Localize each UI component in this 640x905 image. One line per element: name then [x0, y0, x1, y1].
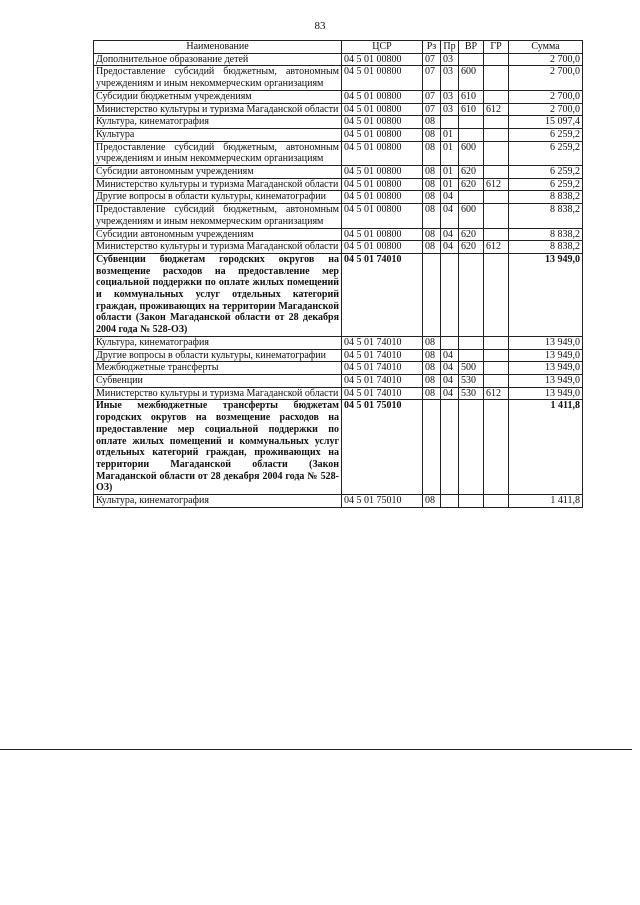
cell-rz: 08: [423, 116, 441, 129]
cell-rz: 08: [423, 191, 441, 204]
cell-csr: 04 5 01 74010: [342, 336, 423, 349]
cell-vr: [459, 349, 484, 362]
cell-sum: 15 097,4: [509, 116, 583, 129]
cell-name: Предоставление субсидий бюджетным, автономным учреждениям и иным некоммерческим организациям: [94, 141, 342, 165]
header-csr: ЦСР: [342, 41, 423, 54]
cell-pr: 04: [441, 204, 459, 228]
cell-gr: 612: [484, 103, 509, 116]
cell-pr: 01: [441, 166, 459, 179]
cell-pr: 04: [441, 191, 459, 204]
table-row: [94, 128, 583, 141]
header-rz: Рз: [423, 41, 441, 54]
cell-pr: [441, 116, 459, 129]
cell-csr: 04 5 01 74010: [342, 387, 423, 400]
cell-gr: [484, 191, 509, 204]
header-gr: ГР: [484, 41, 509, 54]
cell-gr: 612: [484, 178, 509, 191]
cell-name: Министерство культуры и туризма Магаданской области: [94, 103, 342, 116]
cell-pr: 01: [441, 141, 459, 165]
cell-rz: 08: [423, 228, 441, 241]
cell-sum: 13 949,0: [509, 374, 583, 387]
cell-sum: 8 838,2: [509, 228, 583, 241]
cell-sum: 2 700,0: [509, 103, 583, 116]
cell-csr: 04 5 01 00800: [342, 178, 423, 191]
cell-sum: 13 949,0: [509, 253, 583, 336]
cell-gr: [484, 495, 509, 508]
cell-gr: [484, 53, 509, 66]
cell-sum: 6 259,2: [509, 166, 583, 179]
cell-sum: 6 259,2: [509, 141, 583, 165]
table-body: [94, 53, 583, 507]
table-row: [94, 116, 583, 129]
table-row: [94, 178, 583, 191]
cell-name: Культура, кинематография: [94, 495, 342, 508]
cell-sum: 13 949,0: [509, 387, 583, 400]
cell-pr: 03: [441, 103, 459, 116]
cell-vr: 620: [459, 228, 484, 241]
cell-csr: 04 5 01 00800: [342, 228, 423, 241]
cell-gr: [484, 128, 509, 141]
table-row: [94, 253, 583, 336]
cell-csr: 04 5 01 00800: [342, 66, 423, 90]
cell-gr: [484, 336, 509, 349]
cell-gr: [484, 374, 509, 387]
cell-name: Культура: [94, 128, 342, 141]
cell-csr: 04 5 01 00800: [342, 103, 423, 116]
footer-divider: [0, 749, 632, 750]
cell-rz: 08: [423, 362, 441, 375]
cell-pr: 04: [441, 387, 459, 400]
cell-csr: 04 5 01 74010: [342, 362, 423, 375]
cell-rz: 07: [423, 90, 441, 103]
cell-pr: [441, 336, 459, 349]
cell-csr: 04 5 01 00800: [342, 53, 423, 66]
cell-gr: [484, 253, 509, 336]
cell-vr: 600: [459, 141, 484, 165]
cell-pr: 03: [441, 90, 459, 103]
cell-vr: 530: [459, 387, 484, 400]
cell-vr: [459, 53, 484, 66]
cell-gr: [484, 228, 509, 241]
table-row: [94, 103, 583, 116]
cell-rz: 08: [423, 241, 441, 254]
cell-sum: 8 838,2: [509, 204, 583, 228]
cell-gr: [484, 116, 509, 129]
cell-pr: [441, 400, 459, 495]
table-row: [94, 90, 583, 103]
cell-pr: 04: [441, 228, 459, 241]
cell-csr: 04 5 01 00800: [342, 166, 423, 179]
cell-vr: 610: [459, 90, 484, 103]
page-number: 83: [314, 20, 326, 32]
cell-name: Субсидии бюджетным учреждениям: [94, 90, 342, 103]
cell-rz: 08: [423, 374, 441, 387]
table-row: [94, 387, 583, 400]
cell-name: Субсидии автономным учреждениям: [94, 228, 342, 241]
cell-name: Предоставление субсидий бюджетным, автономным учреждениям и иным некоммерческим организациям: [94, 204, 342, 228]
cell-vr: 600: [459, 204, 484, 228]
cell-pr: 03: [441, 66, 459, 90]
cell-rz: 07: [423, 66, 441, 90]
cell-rz: [423, 253, 441, 336]
cell-rz: [423, 400, 441, 495]
cell-gr: [484, 141, 509, 165]
cell-name: Межбюджетные трансферты: [94, 362, 342, 375]
cell-vr: 620: [459, 178, 484, 191]
table-row: [94, 191, 583, 204]
cell-name: Другие вопросы в области культуры, кинематографии: [94, 191, 342, 204]
table-row: [94, 400, 583, 495]
header-name: Наименование: [94, 41, 342, 54]
cell-pr: 04: [441, 374, 459, 387]
cell-sum: 8 838,2: [509, 191, 583, 204]
cell-csr: 04 5 01 00800: [342, 90, 423, 103]
cell-csr: 04 5 01 75010: [342, 400, 423, 495]
cell-pr: 01: [441, 178, 459, 191]
cell-rz: 08: [423, 336, 441, 349]
cell-pr: 04: [441, 241, 459, 254]
header-sum: Сумма: [509, 41, 583, 54]
table-row: [94, 241, 583, 254]
table-row: [94, 141, 583, 165]
cell-sum: 6 259,2: [509, 128, 583, 141]
header-pr: Пр: [441, 41, 459, 54]
cell-gr: [484, 204, 509, 228]
cell-name: Предоставление субсидий бюджетным, автономным учреждениям и иным некоммерческим организациям: [94, 66, 342, 90]
cell-pr: 04: [441, 349, 459, 362]
cell-rz: 07: [423, 103, 441, 116]
table-row: [94, 166, 583, 179]
cell-sum: 8 838,2: [509, 241, 583, 254]
budget-table: [93, 40, 583, 508]
cell-rz: 07: [423, 53, 441, 66]
cell-csr: 04 5 01 00800: [342, 204, 423, 228]
cell-name: Субвенции: [94, 374, 342, 387]
cell-csr: 04 5 01 74010: [342, 349, 423, 362]
cell-pr: 04: [441, 362, 459, 375]
cell-gr: 612: [484, 241, 509, 254]
cell-vr: 620: [459, 241, 484, 254]
cell-csr: 04 5 01 00800: [342, 191, 423, 204]
cell-vr: 500: [459, 362, 484, 375]
cell-csr: 04 5 01 74010: [342, 374, 423, 387]
cell-rz: 08: [423, 349, 441, 362]
cell-name: Иные межбюджетные трансферты бюджетам городских округов на возмещение расходов на предоставление мер социальной поддержки по оплате жилых помещений и коммунальных услуг отдельных категорий граждан, проживающих на территории Магаданской области (Закон Магаданской области от 28 декабря 2004 года № 528-ОЗ): [94, 400, 342, 495]
cell-pr: [441, 495, 459, 508]
cell-rz: 08: [423, 495, 441, 508]
table-row: [94, 53, 583, 66]
cell-vr: 620: [459, 166, 484, 179]
cell-name: Культура, кинематография: [94, 336, 342, 349]
cell-gr: [484, 66, 509, 90]
cell-vr: [459, 191, 484, 204]
table-row: [94, 362, 583, 375]
cell-sum: 2 700,0: [509, 90, 583, 103]
cell-pr: 01: [441, 128, 459, 141]
cell-rz: 08: [423, 128, 441, 141]
cell-pr: [441, 253, 459, 336]
cell-csr: 04 5 01 00800: [342, 128, 423, 141]
cell-vr: 600: [459, 66, 484, 90]
cell-sum: 13 949,0: [509, 336, 583, 349]
cell-vr: [459, 400, 484, 495]
table-row: [94, 495, 583, 508]
cell-name: Культура, кинематография: [94, 116, 342, 129]
cell-csr: 04 5 01 75010: [342, 495, 423, 508]
cell-vr: 530: [459, 374, 484, 387]
cell-sum: 1 411,8: [509, 495, 583, 508]
cell-pr: 03: [441, 53, 459, 66]
table-row: [94, 374, 583, 387]
cell-sum: 2 700,0: [509, 66, 583, 90]
cell-gr: [484, 166, 509, 179]
cell-vr: [459, 495, 484, 508]
table-row: [94, 204, 583, 228]
cell-gr: [484, 349, 509, 362]
cell-vr: [459, 336, 484, 349]
cell-rz: 08: [423, 178, 441, 191]
cell-sum: 6 259,2: [509, 178, 583, 191]
table-row: [94, 66, 583, 90]
cell-csr: 04 5 01 00800: [342, 116, 423, 129]
cell-rz: 08: [423, 387, 441, 400]
cell-sum: 2 700,0: [509, 53, 583, 66]
header-vr: ВР: [459, 41, 484, 54]
cell-name: Дополнительное образование детей: [94, 53, 342, 66]
cell-csr: 04 5 01 74010: [342, 253, 423, 336]
cell-gr: [484, 90, 509, 103]
cell-sum: 13 949,0: [509, 362, 583, 375]
cell-vr: [459, 128, 484, 141]
cell-name: Другие вопросы в области культуры, кинематографии: [94, 349, 342, 362]
cell-vr: [459, 116, 484, 129]
table-row: [94, 336, 583, 349]
cell-gr: [484, 400, 509, 495]
table-row: [94, 349, 583, 362]
cell-name: Субсидии автономным учреждениям: [94, 166, 342, 179]
cell-name: Министерство культуры и туризма Магаданской области: [94, 241, 342, 254]
cell-vr: [459, 253, 484, 336]
cell-rz: 08: [423, 204, 441, 228]
cell-name: Министерство культуры и туризма Магаданской области: [94, 178, 342, 191]
cell-sum: 13 949,0: [509, 349, 583, 362]
cell-vr: 610: [459, 103, 484, 116]
cell-rz: 08: [423, 141, 441, 165]
cell-csr: 04 5 01 00800: [342, 141, 423, 165]
cell-name: Министерство культуры и туризма Магаданской области: [94, 387, 342, 400]
cell-csr: 04 5 01 00800: [342, 241, 423, 254]
cell-rz: 08: [423, 166, 441, 179]
table-row: [94, 228, 583, 241]
cell-gr: 612: [484, 387, 509, 400]
table-header-row: [94, 41, 583, 54]
cell-gr: [484, 362, 509, 375]
cell-name: Субвенции бюджетам городских округов на возмещение расходов на предоставление мер социальной поддержки по оплате жилых помещений и коммунальных услуг отдельных категорий граждан, проживающих на территории Магаданской области (Закон Магаданской области от 28 декабря 2004 года № 528-ОЗ): [94, 253, 342, 336]
cell-sum: 1 411,8: [509, 400, 583, 495]
